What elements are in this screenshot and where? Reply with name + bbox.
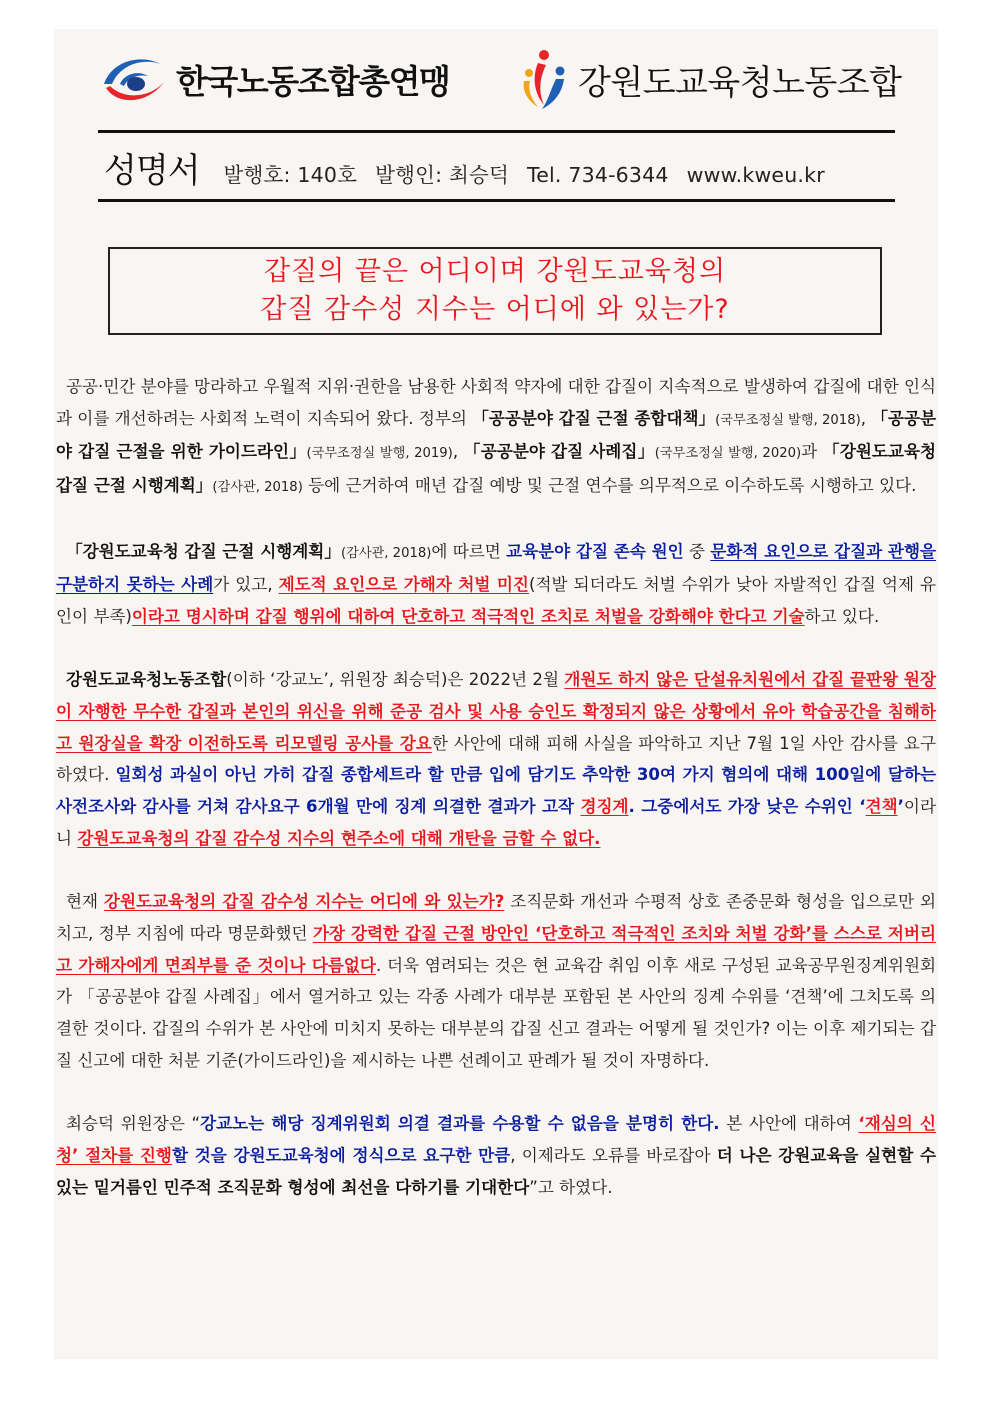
telephone: Tel. 734-6344: [526, 163, 669, 187]
bold-emphasis: 더 나은 강원교육을 실현할 수 있는 밑거름인 민주적 조직문화 형성에 최선을 다하기를 기대한다: [56, 1145, 937, 1197]
paragraph-5: [56, 1108, 936, 1203]
policy-title: 「강원도교육청 갑질 근절 시행계획」: [56, 442, 937, 496]
citation: (국무조정실 발행, 2018): [715, 412, 861, 428]
red-emphasis-underlined: 강원도교육청의 갑질 감수성 지수는 어디에 와 있는가?: [103, 892, 505, 912]
blue-emphasis: 일회성 과실이 아닌 가히 갑질 종합세트라 할 만큼 입에 담기도 추악한 30여 가지 혐의에 대해 100일에 달하는 사전조사와 감사를 거쳐 감사요구 6개월 만에 징계 의결한 결과가 고작: [56, 765, 937, 817]
text: ,: [452, 442, 464, 462]
red-emphasis-underlined: 개원도 하지 않은 단설유치원에서 갑질 끝판왕 원장이 자행한 무수한 갑질과 본인의 위신을 위해 준공 검사 및 사용 승인도 확정되지 않은 상황에서 유아 학습공간을 침해하고 원장실을 확장 이전하도록 리모델링 공사를 강요: [56, 670, 936, 753]
policy-title: 「공공분야 갑질 근절을 위한 가이드라인」: [56, 408, 937, 462]
text: 조직문화 개선과 수평적 상호 존중문화 형성을 입으로만 외치고, 정부 지침에 따라 명문화했던: [56, 892, 936, 943]
statement-title-box: [108, 247, 882, 335]
union-name: 강원도교육청노동조합: [66, 670, 227, 690]
fktu-swoosh-icon: [98, 50, 170, 108]
red-emphasis-underlined: 경징계: [580, 797, 629, 817]
publication-info-row: [104, 143, 825, 193]
text: 본 사안에 대하여: [719, 1114, 859, 1134]
text: (이하 ‘강교노’, 위원장 최승덕)은 2022년 2월: [226, 670, 565, 690]
text: (적발 되더라도 처벌 수위가 낮아 자발적인 갑질 억제 유인이 부족): [56, 575, 936, 626]
title-line-2: 갑질 감수성 지수는 어디에 와 있는가?: [260, 294, 730, 325]
publication-details: [224, 158, 825, 188]
text: 공공·민간 분야를 망라하고 우월적 지위·권한을 남용한 사회적 약자에 대한 갑질이 지속적으로 발생하여 갑질에 대한 인식과 이를 개선하려는 사회적 노력이 지속되어 왔다. 정부의: [56, 377, 936, 428]
text: 가 있고,: [213, 575, 279, 595]
citation: (국무조정실 발행, 2020): [654, 446, 802, 462]
title-line-1: 갑질의 끝은 어디이며 강원도교육청의: [263, 256, 727, 287]
text: 하고 있다.: [804, 606, 880, 626]
document-page: [54, 29, 938, 1359]
document-type: 성명서: [104, 151, 200, 191]
citation: (감사관, 2018): [340, 545, 432, 561]
header-rule-top: [98, 130, 895, 133]
text: 과: [801, 442, 823, 462]
policy-title: 「공공분야 갑질 근절 종합대책」: [472, 408, 716, 428]
text: ,: [860, 408, 872, 428]
blue-emphasis: 할 것을 강원도교육청에 정식으로 요구한 만큼: [171, 1145, 511, 1165]
paragraph-2: [56, 536, 936, 633]
policy-title: 「공공분야 갑질 사례집」: [463, 442, 655, 462]
text: ”고 하였다.: [529, 1177, 613, 1197]
policy-title: 「강원도교육청 갑질 근절 시행계획」: [66, 541, 341, 561]
text: 중: [683, 541, 711, 561]
paragraph-1: [56, 371, 936, 504]
text: 한 사안에 대해 피해 사실을 파악하고 지난 7월 1일 사안 감사를 요구하였다.: [56, 733, 936, 785]
blue-emphasis: 강교노는 해당 징계위원회 의결 결과를 수용할 수 없음을 분명히 한다.: [200, 1114, 720, 1134]
blue-emphasis-underlined: 문화적 요인으로 갑질과 관행을 구분하지 못하는 사례: [56, 541, 937, 595]
citation: (국무조정실 발행, 2019): [306, 446, 453, 462]
text: 최승덕 위원장은 “: [66, 1114, 201, 1134]
red-emphasis-underlined: ‘재심의 신청’ 절차를 진행: [56, 1114, 936, 1165]
red-emphasis-underlined: 이라고 명시하며 갑질 행위에 대하여 단호하고 적극적인 조치로 처벌을 강화해야 한다고 기술: [131, 606, 805, 626]
letterhead: [54, 29, 938, 129]
header-rule-bottom: [98, 199, 895, 202]
text: 현재: [66, 892, 104, 912]
red-emphasis-underlined: 제도적 요인으로 가해자 처벌 미진: [278, 575, 529, 595]
paragraph-3: [56, 664, 936, 854]
blue-emphasis: . 그중에서도 가장 낮은 수위인 ‘: [628, 797, 866, 817]
text: 에 따르면: [431, 541, 507, 561]
publisher: 발행인: 최승덕: [375, 163, 509, 187]
kweu-figures-icon: [520, 47, 572, 111]
kweu-logo: [520, 47, 901, 111]
text: 등에 근거하여 매년 갑질 예방 및 근절 연수를 의무적으로 이수하도록 시행하고 있다.: [302, 476, 917, 496]
red-emphasis-underlined: 견책: [865, 797, 898, 817]
text: , 이제라도 오류를 바로잡아: [510, 1145, 717, 1165]
citation: (감사관, 2018): [212, 480, 303, 496]
fktu-logo: [98, 49, 449, 109]
fktu-name: 한국노동조합총연맹: [176, 61, 450, 101]
text: 이라니: [56, 797, 936, 848]
issue-number: 발행호: 140호: [223, 163, 358, 187]
kweu-name: 강원도교육청노동조합: [578, 62, 902, 103]
statement-body: [56, 371, 936, 1203]
blue-emphasis: 교육분야 갑질 존속 원인: [506, 541, 684, 561]
paragraph-4: [56, 886, 936, 1076]
red-emphasis-underlined: 가장 강력한 갑질 근절 방안인 ‘단호하고 적극적인 조치와 처벌 강화’를 스스로 저버리고 가해자에게 면죄부를 준 것이나 다름없다: [56, 923, 936, 975]
website[interactable]: www.kweu.kr: [686, 163, 825, 187]
red-emphasis-underlined: 강원도교육청의 갑질 감수성 지수의 현주소에 대해 개탄을 금할 수 없다.: [77, 828, 601, 848]
blue-emphasis: ’: [897, 797, 904, 817]
text: . 더욱 염려되는 것은 현 교육감 취임 이후 새로 구성된 교육공무원징계위원회가 「공공분야 갑질 사례집」에서 열거하고 있는 각종 사례가 대부분 포함된 본 사안의 징계 수위를 ‘견책’에 그치도록 의결한 것이다. 갑질의 수위가 본 사안에 미치지 못하는 대부분의 갑질 신고 결과는 어떻게 될 것인가? 이는 이후 제기되는 갑질 신고에 대한 처분 기준(가이드라인)을 제시하는 나쁜 선례이고 판례가 될 것이 자명하다.: [56, 955, 936, 1070]
